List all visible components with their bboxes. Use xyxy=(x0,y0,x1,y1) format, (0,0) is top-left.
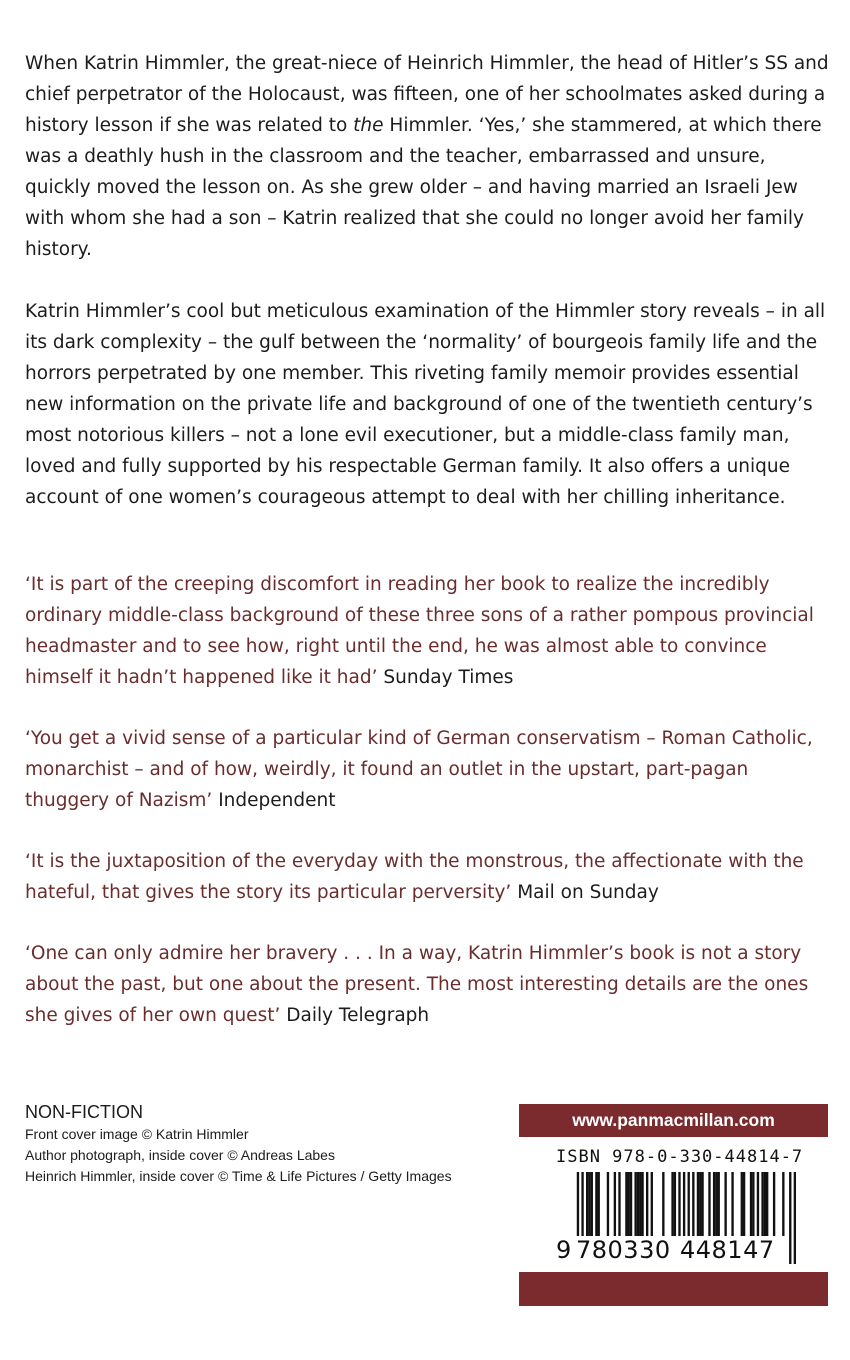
barcode-bar xyxy=(630,1172,632,1236)
barcode-bar xyxy=(618,1172,620,1236)
quote-text: ‘One can only admire her bravery . . . In a way, Katrin Himmler’s book is not a story about the past, but one about the present. The most interesting details are the ones she gives of her own quest’ xyxy=(25,943,809,1026)
genre-label: NON-FICTION xyxy=(25,1102,143,1122)
barcode-bar xyxy=(588,1172,590,1236)
barcode-bar xyxy=(708,1172,710,1236)
blurb-p1-italic: the xyxy=(353,115,384,136)
credits-block xyxy=(25,1100,452,1187)
review-quote-3 xyxy=(25,846,835,908)
barcode-bar xyxy=(718,1172,720,1236)
quote-text: ‘It is part of the creeping discomfort in reading her book to realize the incredibly ordinary middle-class background of these three sons of a rather pompous provincial headmaster and to see how, right until the end, he was almost able to convince himself it hadn’t happened like it had’ xyxy=(25,574,814,688)
barcode-bar xyxy=(671,1172,673,1236)
barcode-bar xyxy=(741,1172,743,1236)
barcode-bar xyxy=(634,1172,636,1236)
barcode-bar xyxy=(773,1172,775,1236)
barcode-bar xyxy=(595,1172,597,1236)
quote-source: Independent xyxy=(218,790,336,811)
barcode-bar xyxy=(591,1172,593,1236)
credit-line: Author photograph, inside cover © Andreas Labes xyxy=(25,1147,335,1163)
barcode-bar xyxy=(662,1172,664,1236)
barcode-bar xyxy=(750,1172,752,1236)
barcode-bar xyxy=(782,1172,784,1236)
barcode-bar xyxy=(731,1172,733,1236)
barcode-digit-first: 9 xyxy=(556,1236,572,1264)
barcode-bar xyxy=(639,1172,641,1236)
blurb-p1-after: Himmler. ‘Yes,’ she stammered, at which there was a deathly hush in the classroom and the teacher, embarrassed and unsure, quickly moved the lesson on. As she grew older – and having married an Israeli Jew with whom she had a son – Katrin realized that she could no longer avoid her family history. xyxy=(25,115,822,260)
brand-bar-bottom xyxy=(519,1272,828,1306)
quote-text: ‘It is the juxtaposition of the everyday with the monstrous, the affectionate with the hateful, that gives the story its particular perversity’ xyxy=(25,851,804,903)
blurb-paragraph-1 xyxy=(25,48,835,265)
barcode-bar xyxy=(743,1172,745,1236)
barcode-bar xyxy=(757,1172,759,1236)
barcode-bar xyxy=(766,1172,768,1236)
blurb-paragraph-2: Katrin Himmler’s cool but meticulous examination of the Himmler story reveals – in all its dark complexity – the gulf between the ‘normality’ of bourgeois family life and the horrors perpetrated by one member. This riveting family memoir provides essential new information on the private life and background of one of the twentieth century’s most notorious killers – not a lone evil executioner, but a middle-class family man, loved and fully supported by his respectable German family. It also offers a unique account of one women’s courageous attempt to deal with her chilling inheritance. xyxy=(25,301,826,508)
barcode-bar xyxy=(651,1172,653,1236)
barcode-bar xyxy=(789,1172,791,1264)
barcode-bar xyxy=(724,1172,726,1236)
barcode-bar xyxy=(641,1172,643,1236)
barcode-bar xyxy=(764,1172,766,1236)
barcode-bar xyxy=(713,1172,715,1236)
barcode-digits-left: 780330 xyxy=(576,1236,671,1264)
review-quote-2 xyxy=(25,723,835,816)
barcode-bar xyxy=(614,1172,616,1236)
barcode-bar xyxy=(678,1172,680,1236)
barcode-bar xyxy=(697,1172,699,1236)
barcode-bar xyxy=(607,1172,609,1236)
barcode-bar xyxy=(752,1172,754,1236)
quote-source: Daily Telegraph xyxy=(286,1005,430,1026)
quote-source: Sunday Times xyxy=(383,667,514,688)
barcode-bar xyxy=(628,1172,630,1236)
barcode-digits-right: 448147 xyxy=(680,1236,775,1264)
barcode-bar xyxy=(646,1172,648,1236)
barcode-bar xyxy=(598,1172,600,1236)
blurb-p1-before: When Katrin Himmler, the great-niece of Heinrich Himmler, the head of Hitler’s SS and chief perpetrator of the Holocaust, was fifteen, one of her schoolmates asked during a history lesson if she was related to xyxy=(25,53,829,136)
credit-line: Heinrich Himmler, inside cover © Time & Life Pictures / Getty Images xyxy=(25,1168,452,1184)
publisher-website-link[interactable]: www.panmacmillan.com xyxy=(519,1104,828,1137)
barcode-bar xyxy=(692,1172,694,1236)
barcode-bar xyxy=(625,1172,627,1236)
barcode-bar xyxy=(794,1172,796,1264)
barcode-bar xyxy=(701,1172,703,1236)
barcode-bar xyxy=(761,1172,763,1236)
barcode-bar xyxy=(637,1172,639,1236)
credit-line: Front cover image © Katrin Himmler xyxy=(25,1126,249,1142)
quote-source: Mail on Sunday xyxy=(517,882,659,903)
barcode-bar xyxy=(699,1172,701,1236)
review-quote-4 xyxy=(25,938,835,1031)
quote-text: ‘You get a vivid sense of a particular kind of German conservatism – Roman Catholic, monarchist – and of how, weirdly, it found an outlet in the upstart, part-pagan thuggery of Nazism’ xyxy=(25,728,813,811)
barcode-bar xyxy=(674,1172,676,1236)
review-quote-1 xyxy=(25,569,835,693)
barcode-bar xyxy=(586,1172,588,1236)
barcode-bar xyxy=(715,1172,717,1236)
isbn-label: ISBN 978-0-330-44814-7 xyxy=(556,1147,804,1167)
